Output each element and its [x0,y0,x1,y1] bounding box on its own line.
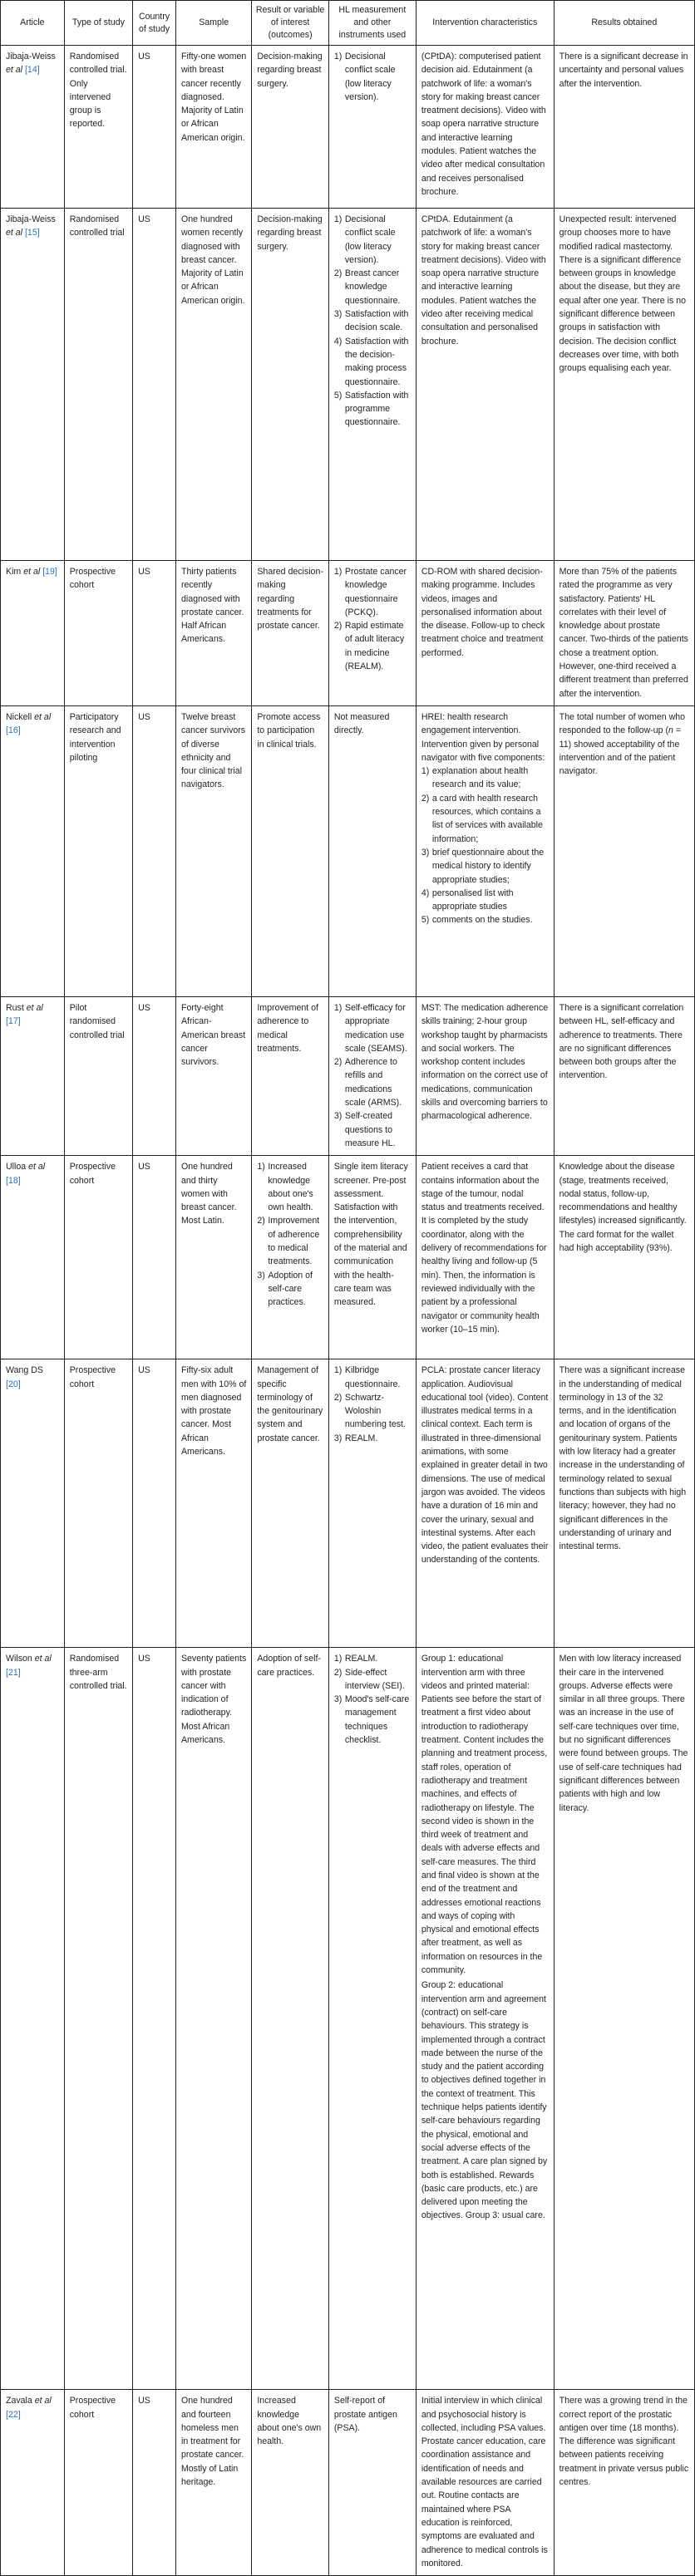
author: Zavala [6,2396,32,2406]
results-cell [554,705,694,996]
hl-list [334,1652,411,1747]
hl-item: Side-effect interview (SEI). [344,1667,405,1691]
intervention-cell [416,705,554,996]
country-cell: US [133,996,176,1155]
sample-cell: Fifty-one women with breast cancer recently diagnosed. Majority of Latin or African American origin. [175,46,251,209]
country-cell: US [133,1648,176,2390]
intervention-item: comments on the studies. [431,915,533,926]
hl-cell [328,46,416,209]
et-al: et al [6,65,23,76]
author: Kim [6,567,22,577]
header-hl-measurement: HL measurement and other instruments used [328,1,416,46]
table-row [1,561,695,706]
intervention-group-2: Group 2: educational intervention arm and agreement (contract) on self-care behaviours. This strategy is implemented through a contract made between the nurse of the study and the patient according to objectives defined together in the context of treatment. This technique helps patients identify self-care behaviours regarding the physical, emotional and social adverse effects of the treatment. A care plan signed by both is established. Rewards (basic care products, etc.) are delivered upon meeting the objectives. Group 3: usual care. [421,1980,548,2221]
hl-cell [328,561,416,706]
article-cell [1,2390,65,2576]
table-row [1,1156,695,1359]
intervention-cell: Initial interview in which clinical and psychosocial history is collected, including PSA values. Prostate cancer education, care coordination assistance and identification of needs and available resources are carried out. Routine contacts are maintained where PSA education is reinforced, symptoms are evaluated and adherence to medical controls is monitored. [416,2390,554,2576]
author: Nickell [6,711,32,722]
intervention-cell: PCLA: prostate cancer literacy application. Audiovisual educational tool (video). Content illustrates medical terms in a clinical context. Each term is illustrated in three-dimensional animations, with some explained in greater detail in two dimensions. The use of medical jargon was avoided. The videos have a duration of 16 min and cover the urinary, sexual and intestinal systems. After each video, the patient evaluates their understanding of the contents. [416,1359,554,1648]
type-cell: Randomised three-arm controlled trial. [64,1648,132,2390]
et-al: et al [26,1002,43,1013]
type-cell: Prospective cohort [64,561,132,706]
intervention-group-1: Group 1: educational intervention arm with three videos and printed material: Patients see before the start of treatment a first video about introduction to radiotherapy treatment. Content includes the planning and treatment process, staff roles, operation of radiotherapy and treatment machines, and effects of radiotherapy on lifestyle. The second video is shown in the third week of treatment and deals with adverse effects and self-care measures. The third and final video is shown at the end of the treatment and addresses emotional reactions and ways of coping with physical and emotional effects after treatment, as well as information on resources in the community. [421,1654,548,1976]
intervention-cell: CPtDA. Edutainment (a patchwork of life: a woman's story for making breast cancer treatment decisions). Video with soap opera narrative structure and interactive learning modules. Patient watches the video after receiving medical consultation and personalised brochure. [416,209,554,561]
outcome-item: Increased knowledge about one's own health. [268,1162,313,1213]
sample-cell: Thirty patients recently diagnosed with prostate cancer. Half African Americans. [175,561,251,706]
table-row [1,705,695,996]
results-cell: More than 75% of the patients rated the programme as very satisfactory. Patients' HL correlates with their level of knowledge about prostate cancer. Two-thirds of the patients chose a treatment option. However, one-third received a different treatment than preferred after the intervention. [554,561,694,706]
results-cell: There is a significant correlation between HL, self-efficacy and adherence to treatments. There are no significant differences between both groups after the intervention. [554,996,694,1155]
outcome-cell: Promote access to participation in clinical trials. [252,705,329,996]
hl-item: Rapid estimate of adult literacy in medicine (REALM). [344,621,405,672]
outcome-list [257,1160,323,1309]
et-al: et al [34,711,52,722]
citation-link[interactable]: [19] [42,567,57,577]
type-cell: Pilot randomised controlled trial [64,996,132,1155]
country-cell: US [133,705,176,996]
intervention-cell: Patient receives a card that contains information about the stage of the tumour, nodal status and treatments received. It is completed by the study coordinator, along with the delivery of recommendations for healthy living and follow-up (5 min). Then, the information is reviewed individually with the patient by a professional navigator or community health worker (10–15 min). [416,1156,554,1359]
hl-item: Satisfaction with programme questionnaire. [344,390,409,428]
article-cell [1,209,65,561]
country-cell: US [133,46,176,209]
hl-cell [328,996,416,1155]
citation-link[interactable]: [20] [6,1379,21,1389]
et-al: et al [6,228,23,238]
et-al: et al [34,2396,52,2406]
results-text: The total number of women who responded to the follow-up ( [559,711,686,736]
country-cell: US [133,2390,176,2576]
hl-list [334,213,411,430]
type-cell: Prospective cohort [64,2390,132,2576]
hl-item: Decisional conflict scale (low literacy version). [344,52,396,102]
results-cell: Knowledge about the disease (stage, treatments received, nodal status, follow-up, recommendations and healthy lifestyles) increased significantly. The card format for the wallet had high acceptability (93%). [554,1156,694,1359]
table-row [1,1359,695,1648]
header-article: Article [1,1,65,46]
intervention-item: personalised list with appropriate studies [431,887,514,912]
author: Jibaja-Weiss [6,214,56,224]
citation-link[interactable]: [14] [24,65,40,76]
hl-cell: Not measured directly. [328,705,416,996]
outcome-cell: Shared decision-making regarding treatments for prostate cancer. [252,561,329,706]
sample-cell: Fifty-six adult men with 10% of men diagnosed with prostate cancer. Most African Americans. [175,1359,251,1648]
table-header [1,1,695,46]
header-outcomes: Result or variable of interest (outcomes) [252,1,329,46]
table-row [1,209,695,561]
citation-link[interactable]: [21] [6,1667,21,1678]
intervention-cell: (CPtDA): computerised patient decision aid. Edutainment (a patchwork of life: a woman's story for making breast cancer treatment decisions). Video with soap opera narrative structure and interactive learning modules. Patient watches the video after medical consultation and receives personalised brochure. [416,46,554,209]
hl-item: Mood's self-care management techniques checklist. [344,1694,410,1746]
outcome-cell: Management of specific terminology of the genitourinary system and prostate cancer. [252,1359,329,1648]
intervention-item: explanation about health research and its value; [431,766,529,790]
sample-cell: Twelve breast cancer survivors of diverse ethnicity and four clinical trial navigators. [175,705,251,996]
country-cell: US [133,209,176,561]
header-row [1,1,695,46]
type-cell: Prospective cohort [64,1359,132,1648]
hl-cell: Self-report of prostate antigen (PSA). [328,2390,416,2576]
n-symbol: n [668,725,673,736]
type-cell: Randomised controlled trial. Only intervened group is reported. [64,46,132,209]
hl-item: Self-created questions to measure HL. [344,1111,396,1148]
intervention-cell: CD-ROM with shared decision-making programme. Includes videos, images and personalised information about the disease. Follow-up to check treatment choice and treatment performed. [416,561,554,706]
outcome-cell: Increased knowledge about one's own health. [252,2390,329,2576]
sample-cell: One hundred and thirty women with breast cancer. Most Latin. [175,1156,251,1359]
table-row [1,46,695,209]
author: Ulloa [6,1162,27,1172]
results-cell: There is a significant decrease in uncertainty and personal values after the intervention. [554,46,694,209]
results-cell: Men with low literacy increased their care in the intervened groups. Adverse effects were similar in all three groups. There was an increase in the use of self-care techniques over time, but no significant differences were found between groups. The use of self-care techniques had significant differences between patients with high and low literacy. [554,1648,694,2390]
hl-cell [328,1359,416,1648]
citation-link[interactable]: [17] [6,1016,21,1027]
header-intervention: Intervention characteristics [416,1,554,46]
hl-item: Kilbridge questionnaire. [344,1365,401,1389]
article-cell [1,1359,65,1648]
author: Wilson [6,1654,32,1664]
outcome-cell [252,1156,329,1359]
outcome-cell: Decision-making regarding breast surgery. [252,46,329,209]
article-cell [1,561,65,706]
et-al: et al [23,567,41,577]
article-cell [1,1156,65,1359]
outcome-cell: Adoption of self-care practices. [252,1648,329,2390]
table-row [1,2390,695,2576]
type-cell: Randomised controlled trial [64,209,132,561]
sample-cell: Seventy patients with prostate cancer with indication of radiotherapy. Most African Americans. [175,1648,251,2390]
results-cell: There was a growing trend in the correct report of the prostatic antigen over time (18 months). The difference was significant between patients receiving treatment in private versus public centres. [554,2390,694,2576]
hl-list [334,1001,411,1150]
table-row [1,996,695,1155]
hl-item: Satisfaction with decision scale. [344,309,409,333]
et-al: et al [28,1162,46,1172]
hl-item: Adherence to refills and medications scale (ARMS). [344,1057,402,1109]
citation-link[interactable]: [18] [6,1175,21,1186]
type-cell: Prospective cohort [64,1156,132,1359]
header-sample: Sample [175,1,251,46]
citation-link[interactable]: [22] [6,2409,21,2420]
sample-cell: One hundred and fourteen homeless men in treatment for prostate cancer. Mostly of Latin heritage. [175,2390,251,2576]
article-cell [1,996,65,1155]
results-cell: There was a significant increase in the understanding of medical terminology in 13 of the 32 terms, and in the identification and location of organs of the genitourinary system. Patients with low literacy had a greater increase in the understanding of terminology related to sexual functions than subjects with high literacy; however, they had no significant differences in the understanding of urinary and intestinal terms. [554,1359,694,1648]
results-cell: Unexpected result: intervened group chooses more to have modified radical mastectomy. There is a significant difference between groups in knowledge about the disease, but they are equal after one year. There is no significant difference between groups in satisfaction with decision. The decision conflict decreases over time, with both groups equalising each year. [554,209,694,561]
outcome-item: Improvement of adherence to medical treatments. [268,1216,320,1267]
results-text: = 11) showed acceptability of the intervention and of the patient navigator. [559,725,682,777]
hl-cell [328,209,416,561]
hl-item: Decisional conflict scale (low literacy version). [344,214,396,265]
hl-item: REALM. [344,1433,378,1443]
article-cell [1,1648,65,2390]
outcome-item: Adoption of self-care practices. [268,1270,313,1308]
citation-link[interactable]: [15] [24,228,40,238]
intervention-item: brief questionnaire about the medical history to identify appropriate studies; [431,847,545,885]
sample-cell: One hundred women recently diagnosed with breast cancer. Majority of Latin or African American origin. [175,209,251,561]
country-cell: US [133,561,176,706]
table-row [1,1648,695,2390]
article-cell [1,46,65,209]
outcome-cell: Decision-making regarding breast surgery. [252,209,329,561]
header-type-of-study: Type of study [64,1,132,46]
article-cell [1,705,65,996]
intervention-list [421,764,549,927]
hl-item: Schwartz-Woloshin numbering test. [344,1392,406,1430]
hl-item: REALM. [344,1654,378,1664]
header-results: Results obtained [554,1,694,46]
hl-list [334,1364,411,1445]
intervention-cell [416,1648,554,2390]
hl-cell: Single item literacy screener. Pre-post assessment. Satisfaction with the intervention, comprehensibility of the material and communication with the health-care team was measured. [328,1156,416,1359]
hl-cell [328,1648,416,2390]
outcome-cell: Improvement of adherence to medical treatments. [252,996,329,1155]
country-cell: US [133,1156,176,1359]
citation-link[interactable]: [16] [6,725,21,736]
author: Rust [6,1002,24,1013]
hl-list [334,50,411,104]
header-country: Country of study [133,1,176,46]
hl-item: Prostate cancer knowledge questionnaire (PCKQ). [344,567,407,617]
et-al: et al [34,1654,52,1664]
hl-item: Breast cancer knowledge questionnaire. [344,268,401,306]
intervention-item: a card with health research resources, which contains a list of services with available information; [431,793,543,844]
sample-cell: Forty-eight African-American breast cancer survivors. [175,996,251,1155]
country-cell: US [133,1359,176,1648]
hl-item: Satisfaction with the decision-making process questionnaire. [344,336,409,387]
hl-item: Self-efficacy for appropriate medication use scale (SEAMS). [344,1002,407,1054]
hl-list [334,565,411,673]
intervention-intro: HREI: health research engagement intervention. Intervention given by personal navigator with five components: [421,711,545,763]
author: Jibaja-Weiss [6,52,56,61]
intervention-cell: MST: The medication adherence skills training; 2-hour group workshop taught by pharmacists and social workers. The workshop content includes information on the correct use of medications, communication skills and overcoming barriers to pharmacological adherence. [416,996,554,1155]
type-cell: Participatory research and intervention piloting [64,705,132,996]
author: Wang DS [6,1365,43,1376]
